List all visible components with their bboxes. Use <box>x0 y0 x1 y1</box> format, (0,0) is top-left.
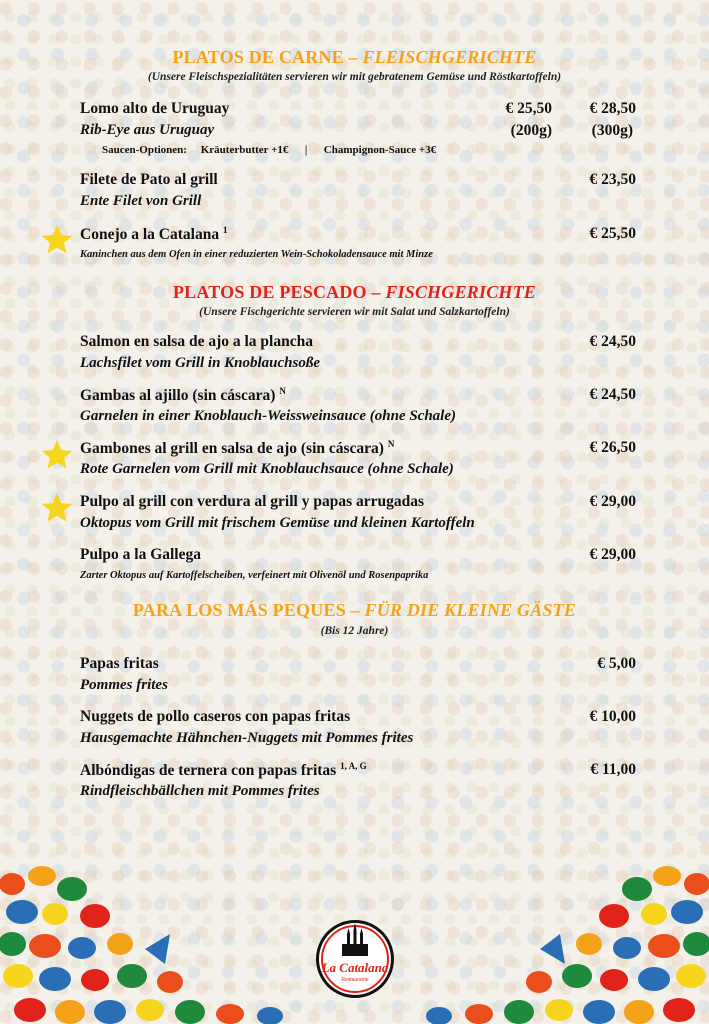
item-name: Albóndigas de ternera con papas fritas $^{1, A, G}$ <box>80 761 367 780</box>
item-price: € 23,50 <box>589 171 636 188</box>
item-name: Papas fritas <box>80 655 159 672</box>
item-name: Pulpo al grill con verdura al grill y papas arrugadas <box>80 493 425 510</box>
meat-section-note: (Unsere Fleischspezialitäten servieren wir mit gebratenem Gemüse und Röstkartoffeln) <box>147 71 562 83</box>
sauce-label: Saucen-Optionen: <box>102 144 187 156</box>
star-icon <box>41 439 73 471</box>
menu-item-pulpo-grill <box>80 493 636 537</box>
meat-title-es: PLATOS DE CARNE – <box>172 47 358 67</box>
item-name: Gambas al ajillo (sin cáscara) $^N$ <box>80 386 286 405</box>
mosaic-left <box>0 866 283 1024</box>
item-price-300g: € 28,50 <box>589 100 636 117</box>
sauce-option-herb-butter: Kräuterbutter +1€ <box>200 144 289 156</box>
item-subtitle: Rindfleischbällchen mit Pommes frites <box>80 783 320 799</box>
item-size-200g: (200g) <box>510 122 552 139</box>
item-name: Conejo a la Catalana $^1$ <box>80 225 228 244</box>
item-price: € 25,50 <box>589 225 636 242</box>
item-price: € 29,00 <box>589 546 636 563</box>
item-price: € 29,00 <box>589 493 636 510</box>
item-subtitle: Rib-Eye aus Uruguay <box>80 122 215 138</box>
item-price-200g: € 25,50 <box>505 100 552 117</box>
kids-title-es: PARA LOS MÁS PEQUES – <box>132 600 360 620</box>
kids-section-note: (Bis 12 Jahre) <box>320 625 389 637</box>
item-subtitle: Lachsfilet vom Grill in Knoblauchsoße <box>80 355 321 371</box>
star-icon <box>41 224 73 256</box>
item-description: Zarter Oktopus auf Kartoffelscheiben, verfeinert mit Olivenöl und Rosenpaprika <box>80 570 429 581</box>
menu-item-lomo <box>80 100 636 162</box>
menu-item-pato <box>80 171 636 215</box>
item-subtitle: Oktopus vom Grill mit frischem Gemüse und kleinen Kartoffeln <box>80 515 475 531</box>
allergen-note: 1 <box>222 225 228 235</box>
menu-item-salmon <box>80 333 636 377</box>
menu-item-nuggets <box>80 708 636 752</box>
menu-item-papas <box>80 655 636 699</box>
logo-text: La Catalana <box>321 960 389 975</box>
sauce-separator: | <box>304 144 308 156</box>
fish-section-note: (Unsere Fischgerichte servieren wir mit Salat und Salzkartoffeln) <box>199 306 510 318</box>
fish-title-es: PLATOS DE PESCADO – <box>172 282 381 302</box>
item-size-300g: (300g) <box>591 122 633 139</box>
item-name: Pulpo a la Gallega <box>80 546 201 563</box>
item-subtitle: Hausgemachte Hähnchen-Nuggets mit Pommes frites <box>80 730 414 746</box>
item-subtitle: Garnelen in einer Knoblauch-Weissweinsauce (ohne Schale) <box>80 408 457 424</box>
item-name: Gambones al grill en salsa de ajo (sin cáscara) $^N$ <box>80 439 395 458</box>
meat-title-de: FLEISCHGERICHTE <box>362 47 537 67</box>
logo-tagline: Restaurante <box>341 977 369 983</box>
item-price: € 11,00 <box>590 761 636 778</box>
kids-section-title <box>0 600 709 621</box>
menu-item-gambones <box>80 439 636 483</box>
fish-section-title <box>0 282 709 303</box>
item-subtitle: Pommes frites <box>80 677 168 693</box>
menu-item-conejo <box>80 225 636 265</box>
item-price: € 26,50 <box>589 439 636 456</box>
menu-item-pulpo-gallega <box>80 546 636 586</box>
menu-item-gambas <box>80 386 636 430</box>
allergen-note: N <box>387 439 395 449</box>
item-price: € 24,50 <box>589 333 636 350</box>
allergen-note: 1, A, G <box>340 761 367 771</box>
mosaic-right <box>426 866 709 1024</box>
item-price: € 5,00 <box>597 655 636 672</box>
sauce-options <box>102 144 436 156</box>
kids-title-de: FÜR DIE KLEINE GÄSTE <box>364 600 577 620</box>
item-name: Lomo alto de Uruguay <box>80 100 230 117</box>
item-description: Kaninchen aus dem Ofen in einer reduzierten Wein-Schokoladensauce mit Minze <box>80 249 433 260</box>
sauce-option-mushroom: Champignon-Sauce +3€ <box>323 144 437 156</box>
item-name: Nuggets de pollo caseros con papas fritas <box>80 708 351 725</box>
restaurant-logo <box>314 918 396 1000</box>
item-price: € 24,50 <box>589 386 636 403</box>
item-subtitle: Rote Garnelen vom Grill mit Knoblauchsauce (ohne Schale) <box>80 461 454 477</box>
item-name: Salmon en salsa de ajo a la plancha <box>80 333 313 350</box>
fish-title-de: FISCHGERICHTE <box>385 282 537 302</box>
allergen-note: N <box>279 386 286 396</box>
item-subtitle: Ente Filet von Grill <box>80 193 202 209</box>
menu-item-albondigas <box>80 761 636 805</box>
star-icon <box>41 492 73 524</box>
item-name: Filete de Pato al grill <box>80 171 218 188</box>
meat-section-title <box>0 47 709 68</box>
item-price: € 10,00 <box>589 708 636 725</box>
